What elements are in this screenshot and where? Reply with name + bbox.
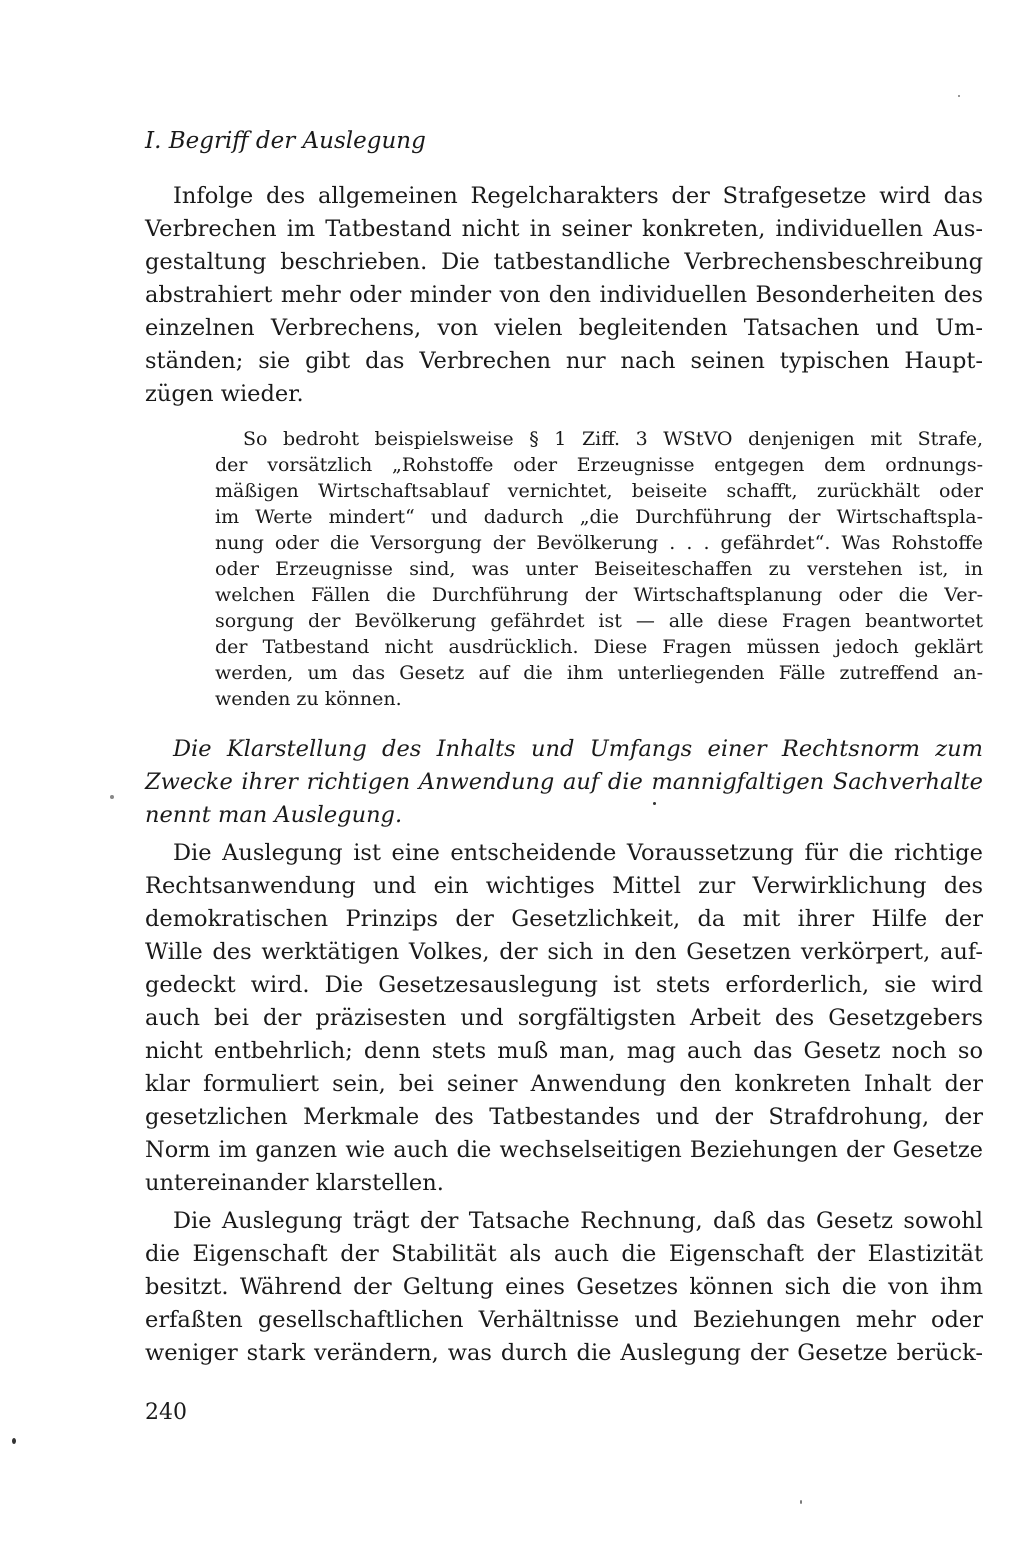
text-line: auch bei der präzisesten und sorgfältigsten Arbeit des Gesetzgebers	[145, 1005, 983, 1031]
text-line: Wille des werktätigen Volkes, der sich in den Gesetzen verkörpert, auf-	[145, 939, 983, 965]
text-line: Infolge des allgemeinen Regelcharakters der Strafgesetze wird das	[173, 183, 983, 209]
scan-speck	[800, 1500, 802, 1504]
section-heading: I. Begriff der Auslegung	[145, 128, 426, 154]
text-line: Norm im ganzen wie auch die wechselseitigen Beziehungen der Gesetze	[145, 1137, 983, 1163]
text-line: Die Auslegung trägt der Tatsache Rechnung, daß das Gesetz sowohl	[173, 1208, 983, 1234]
scan-speck	[653, 802, 656, 805]
text-line: nennt man Auslegung.	[145, 802, 403, 828]
page-number: 240	[145, 1400, 187, 1425]
text-line: gestaltung beschrieben. Die tatbestandliche Verbrechensbeschreibung	[145, 249, 983, 275]
text-line: einzelnen Verbrechens, von vielen begleitenden Tatsachen und Um-	[145, 315, 983, 341]
text-line: Zwecke ihrer richtigen Anwendung auf die mannigfaltigen Sachverhalte	[145, 769, 983, 795]
text-line: der vorsätzlich „Rohstoffe oder Erzeugnisse entgegen dem ordnungs-	[215, 454, 983, 476]
text-line: erfaßten gesellschaftlichen Verhältnisse und Beziehungen mehr oder	[145, 1307, 983, 1333]
text-line: nung oder die Versorgung der Bevölkerung . . . gefährdet“. Was Rohstoffe	[215, 532, 983, 554]
text-line: die Eigenschaft der Stabilität als auch die Eigenschaft der Elastizität	[145, 1241, 983, 1267]
text-line: mäßigen Wirtschaftsablauf vernichtet, beiseite schafft, zurückhält oder	[215, 480, 983, 502]
text-line: Rechtsanwendung und ein wichtiges Mittel zur Verwirklichung des	[145, 873, 983, 899]
scan-speck	[12, 1438, 16, 1444]
text-line: gesetzlichen Merkmale des Tatbestandes und der Strafdrohung, der	[145, 1104, 983, 1130]
text-line: klar formuliert sein, bei seiner Anwendung den konkreten Inhalt der	[145, 1071, 983, 1097]
text-line: im Werte mindert“ und dadurch „die Durchführung der Wirtschaftspla-	[215, 506, 983, 528]
text-line: wenden zu können.	[215, 688, 402, 710]
text-line: weniger stark verändern, was durch die Auslegung der Gesetze berück-	[145, 1340, 983, 1366]
text-line: ständen; sie gibt das Verbrechen nur nach seinen typischen Haupt-	[145, 348, 983, 374]
text-line: Die Klarstellung des Inhalts und Umfangs einer Rechtsnorm zum	[173, 736, 983, 762]
text-line: nicht entbehrlich; denn stets muß man, mag auch das Gesetz noch so	[145, 1038, 983, 1064]
text-line: zügen wieder.	[145, 381, 304, 407]
text-line: werden, um das Gesetz auf die ihm unterliegenden Fälle zutreffend an-	[215, 662, 983, 684]
text-line: untereinander klarstellen.	[145, 1170, 444, 1196]
text-line: besitzt. Während der Geltung eines Gesetzes können sich die von ihm	[145, 1274, 983, 1300]
text-line: sorgung der Bevölkerung gefährdet ist — alle diese Fragen beantwortet	[215, 610, 983, 632]
scan-speck	[110, 795, 114, 799]
text-line: gedeckt wird. Die Gesetzesauslegung ist stets erforderlich, sie wird	[145, 972, 983, 998]
text-line: Die Auslegung ist eine entscheidende Voraussetzung für die richtige	[173, 840, 983, 866]
text-line: So bedroht beispielsweise § 1 Ziff. 3 WStVO denjenigen mit Strafe,	[243, 428, 983, 450]
text-line: welchen Fällen die Durchführung der Wirtschaftsplanung oder die Ver-	[215, 584, 983, 606]
text-line: demokratischen Prinzips der Gesetzlichkeit, da mit ihrer Hilfe der	[145, 906, 983, 932]
text-line: Verbrechen im Tatbestand nicht in seiner konkreten, individuellen Aus-	[145, 216, 983, 242]
text-line: oder Erzeugnisse sind, was unter Beiseiteschaffen zu verstehen ist, in	[215, 558, 983, 580]
text-line: der Tatbestand nicht ausdrücklich. Diese Fragen müssen jedoch geklärt	[215, 636, 983, 658]
text-line: abstrahiert mehr oder minder von den individuellen Besonderheiten des	[145, 282, 983, 308]
scan-speck	[958, 95, 960, 97]
